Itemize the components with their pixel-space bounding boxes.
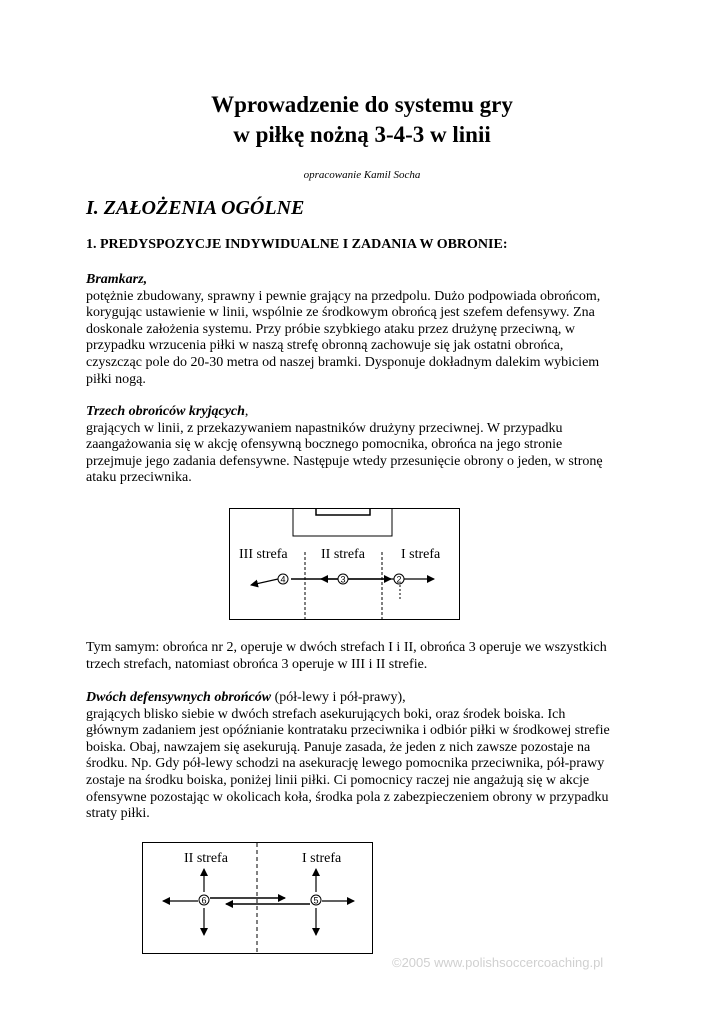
subheading: 1. PREDYSPOZYCJE INDYWIDUALNE I ZADANIA W OBRONIE: (86, 237, 508, 252)
paragraph-line: grających w linii, z przekazywaniem napastników drużyny przeciwnej. W przypadku (86, 420, 563, 436)
goalkeeper-lead: Bramkarz, (86, 272, 148, 287)
paragraph-line: potężnie zbudowany, sprawny i pewnie grający na przedpolu. Dużo podpowiada obrońcom, (86, 288, 601, 304)
copyright-footer: ©2005 www.polishsoccercoaching.pl (392, 955, 604, 970)
paragraph-line: przejmuje jego zadania defensywne. Następuje wtedy przesunięcie obrony o jeden, w stronę (86, 453, 603, 469)
player-number: 5 (313, 895, 319, 906)
two-defensive-lead: Dwóch defensywnych obrońców (86, 690, 272, 705)
paragraph-line: ofensywne pozostając w okolicach koła, środka pola z zabezpieczeniem obrony w przypadku (86, 789, 609, 805)
section-heading: I. ZAŁOŻENIA OGÓLNE (86, 197, 305, 219)
paragraph-line: doskonale założenia systemu. Przy próbie szybkiego ataku przez drużynę przeciwną, w (86, 321, 576, 337)
three-zones-diagram (229, 508, 460, 620)
player-number: 2 (396, 574, 402, 585)
goalkeeper-paragraph (86, 272, 638, 388)
zone-label: II strefa (321, 547, 365, 562)
paragraph-line: Tym samym: obrońca nr 2, operuje w dwóch strefach I i II, obrońca 3 operuje we wszystkich (86, 640, 607, 655)
three-zones-field (229, 508, 460, 620)
paragraph-line: grających blisko siebie w dwóch strefach asekurujących boki, oraz środek boiska. Ich (86, 706, 566, 722)
paragraph-line: ataku przeciwnika. (86, 470, 192, 486)
paragraph-line: czyszcząc pole do 20-30 metra od naszej bramki. Dysponuje dokładnym dalekim wybiciem (86, 354, 600, 370)
three-defenders-lead: Trzech obrońców kryjących (86, 404, 245, 419)
paragraph-line: trzech strefach, natomiast obrońca 3 operuje w III i II strefie. (86, 656, 428, 672)
document-title-line-2: w piłkę nożną 3-4-3 w linii (233, 122, 491, 147)
paragraph-line: przypadku wrzucenia piłki w naszą strefę obronną zachowuje się jak ostatni obrońca, (86, 338, 564, 354)
zone-label: III strefa (239, 547, 288, 562)
summary-paragraph (86, 640, 638, 673)
movement-arrow (251, 579, 278, 585)
paragraph-line: straty piłki. (86, 806, 150, 822)
two-zones-diagram (142, 842, 373, 954)
zone-label: I strefa (401, 547, 441, 562)
paragraph-line: piłki nogą. (86, 371, 146, 387)
zone-label: I strefa (302, 851, 342, 866)
two-defensive-paragraph (86, 690, 638, 823)
paragraph-line: korygując ustawienie w linii, wspólnie ze środkowym obrońcą jest szefem defensywy. Zna (86, 305, 595, 321)
zone-label: II strefa (184, 851, 228, 866)
two-defensive-lead-suffix: (pół-lewy i pół-prawy), (271, 690, 406, 705)
author-credit: opracowanie Kamil Socha (303, 169, 421, 181)
paragraph-line: boiska. Obaj, nawzajem się asekurują. Panuje zasada, że jeden z nich zawsze pozostaje na (86, 739, 591, 755)
player-number: 4 (280, 574, 286, 585)
player-number: 6 (201, 895, 207, 906)
document-title-line-1: Wprowadzenie do systemu gry (211, 92, 513, 117)
paragraph-line: środku. Np. Gdy pół-lewy schodzi na asekurację lewego pomocnika przeciwnika, pół-prawy (86, 756, 605, 772)
paragraph-line: głównym zadaniem jest opóźnianie kontrataku przeciwnika i odbiór piłki w środkowej strefie (86, 723, 610, 739)
paragraph-line: zostaje na środku boiska, poniżej linii piłki. Ci pomocnicy raczej nie angażują się w akcje (86, 772, 590, 788)
three-defenders-lead-suffix: , (244, 404, 249, 419)
paragraph-line: zaangażowania się w akcję ofensywną bocznego pomocnika, obrońca na jego stronie (86, 437, 563, 453)
three-defenders-paragraph (86, 404, 638, 487)
player-number: 3 (340, 574, 346, 585)
